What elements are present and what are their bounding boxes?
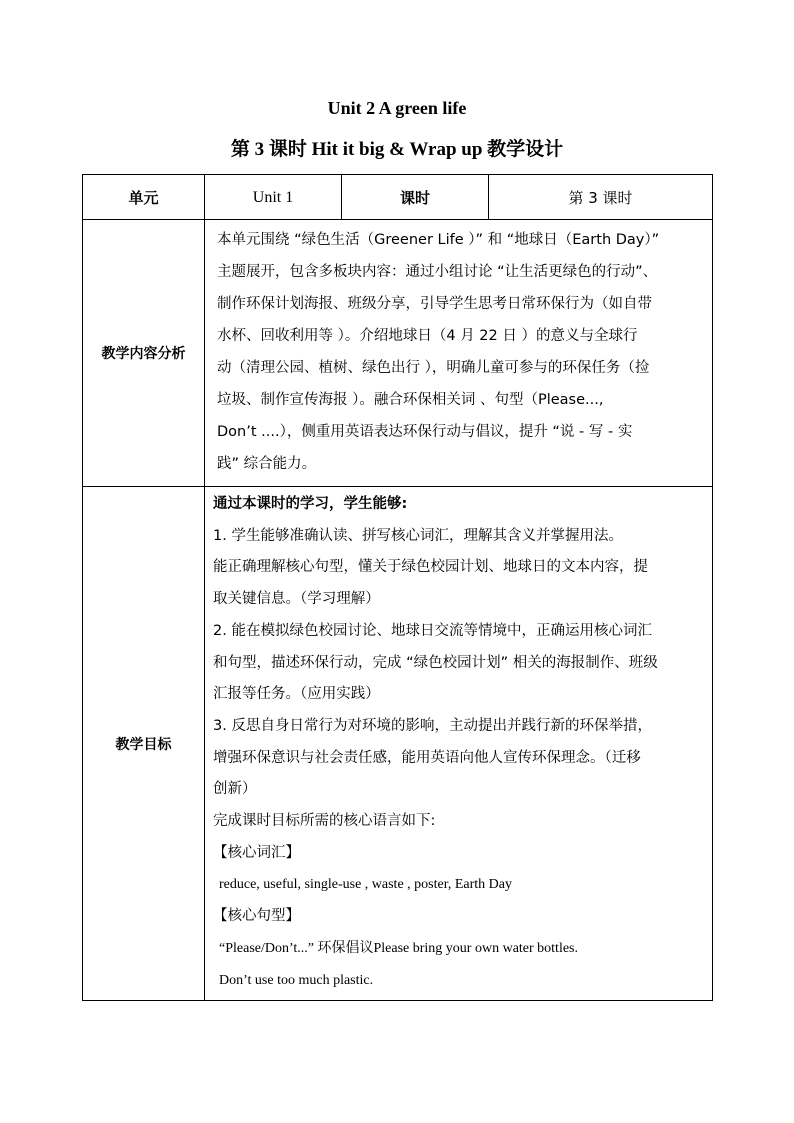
content-line: 制作环保计划海报、班级分享，引导学生思考日常环保行为（如自带	[217, 296, 652, 312]
goal-line: 创新）	[213, 781, 257, 798]
goal-line: 和句型，描述环保行动，完成 “绿色校园计划” 相关的海报制作、班级	[213, 654, 658, 671]
vocab-list: reduce, useful, single-use , waste , poster, Earth Day	[219, 877, 512, 893]
document-title: Unit 2 A green life	[327, 98, 467, 118]
lesson-plan-table	[82, 174, 713, 1001]
lesson-label-cell	[342, 175, 489, 220]
teaching-goals-label-cell	[83, 487, 205, 1001]
document-subtitle: 第 3 课时 Hit it big & Wrap up 教学设计	[230, 139, 564, 160]
unit-label-cell	[83, 175, 205, 220]
lesson-label: 课时	[399, 188, 430, 207]
header-row	[83, 175, 713, 220]
unit-label: 单元	[128, 188, 159, 207]
content-line: 践” 综合能力。	[217, 456, 317, 472]
sentence-heading: 【核心句型】	[213, 908, 300, 925]
content-analysis-label-cell	[83, 220, 205, 487]
goal-line: 能正确理解核心句型，懂关于绿色校园计划、地球日的文本内容，提	[213, 559, 648, 576]
teaching-goals-text	[205, 487, 713, 1001]
content-line: 本单元围绕 “绿色生活（Greener Life ）” 和 “地球日（Earth Day）”	[217, 232, 660, 248]
sentence-pattern-2: Don’t use too much plastic.	[219, 972, 374, 988]
goal-line: 汇报等任务。（应用实践）	[213, 686, 380, 703]
lesson-value: 第 3 课时	[568, 188, 633, 207]
goal-line: 2. 能在模拟绿色校园讨论、地球日交流等情境中，正确运用核心词汇	[213, 622, 652, 639]
goal-line: 1. 学生能够准确认读、拼写核心词汇，理解其含义并掌握用法。	[213, 527, 623, 544]
content-line: 动（清理公园、植树、绿色出行 ），明确儿童可参与的环保任务（捡	[217, 360, 650, 376]
sentence-pattern-1: “Please/Don’t...” 环保倡议Please bring your own water bottles.	[219, 940, 579, 956]
goal-line: 增强环保意识与社会责任感，能用英语向他人宣传环保理念。（迁移	[213, 749, 641, 766]
goal-line: 取关键信息。（学习理解）	[213, 591, 380, 608]
content-analysis-row	[83, 220, 713, 487]
unit-value-cell	[205, 175, 342, 220]
vocab-heading: 【核心词汇】	[213, 844, 300, 861]
content-analysis-text	[205, 220, 713, 487]
teaching-goals-row	[83, 487, 713, 1001]
goals-lead: 通过本课时的学习，学生能够:	[213, 496, 408, 512]
goal-line: 完成课时目标所需的核心语言如下:	[213, 813, 436, 830]
unit-value: Unit 1	[252, 189, 294, 206]
content-line: 主题展开，包含多板块内容：通过小组讨论 “让生活更绿色的行动”、	[217, 264, 658, 280]
teaching-goals-label: 教学目标	[115, 736, 172, 753]
goal-line: 3. 反思自身日常行为对环境的影响，主动提出并践行新的环保举措，	[213, 717, 652, 734]
content-analysis-label: 教学内容分析	[101, 346, 186, 362]
lesson-value-cell	[489, 175, 713, 220]
content-line: Don’t ....），侧重用英语表达环保行动与倡议，提升 “说 - 写 - 实	[217, 424, 633, 440]
content-line: 水杯、回收利用等 ）。介绍地球日（4 月 22 日 ）的意义与全球行	[217, 328, 638, 344]
content-line: 垃圾、制作宣传海报 ）。融合环保相关词 、句型（Please...,	[217, 392, 604, 408]
